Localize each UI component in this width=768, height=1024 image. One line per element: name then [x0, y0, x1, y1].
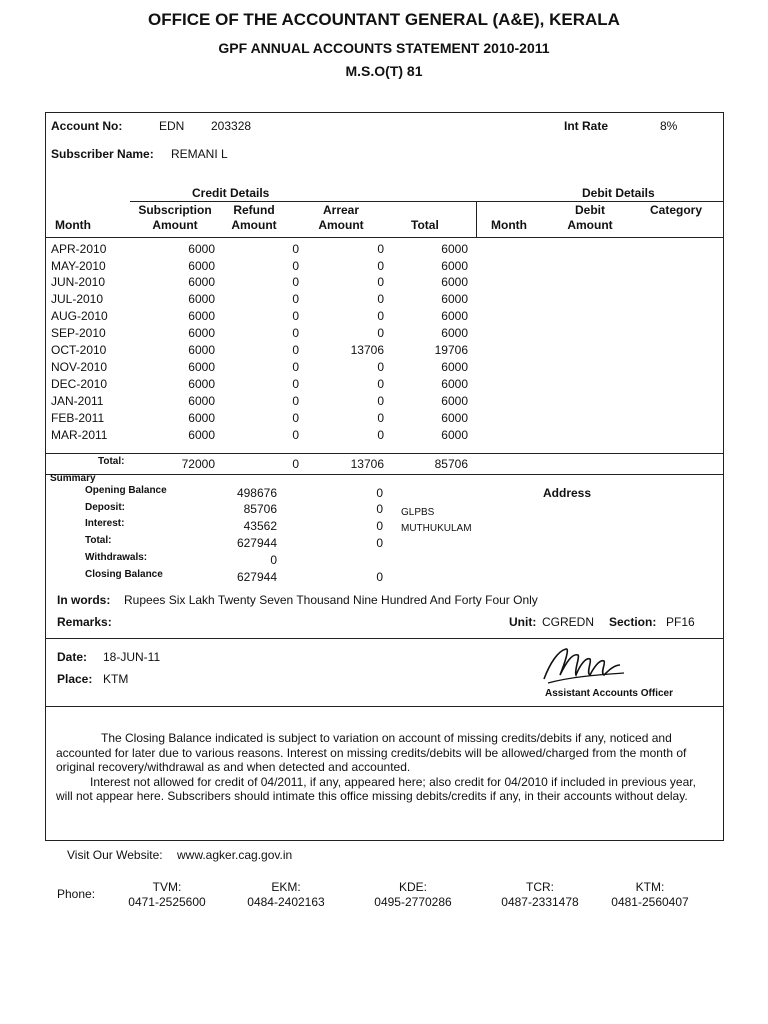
row-refund: 0	[292, 377, 299, 391]
col-subscription	[126, 203, 224, 233]
row-total: 6000	[441, 242, 468, 256]
table-row	[0, 259, 768, 275]
office-name: KDE:	[398, 880, 427, 894]
table-row	[0, 394, 768, 410]
row-arrear: 0	[377, 428, 384, 442]
office-name: KTM:	[635, 880, 665, 894]
row-refund: 0	[292, 309, 299, 323]
col-debit-month: Month	[491, 218, 527, 232]
date-value: 18-JUN-11	[103, 650, 161, 664]
divider-remarks	[45, 638, 724, 639]
row-subscription: 6000	[188, 309, 215, 323]
row-total: 6000	[441, 360, 468, 374]
summary-total-label: Total:	[85, 535, 112, 546]
office-kde	[363, 880, 463, 910]
office-phone: 0481-2560407	[611, 895, 689, 909]
office-name: TVM:	[152, 880, 182, 894]
total-arrear: 13706	[350, 457, 384, 471]
row-refund: 0	[292, 428, 299, 442]
row-month: AUG-2010	[51, 309, 108, 323]
divider-credit-debit	[476, 202, 477, 237]
int-rate-value: 8%	[660, 119, 678, 133]
row-subscription: 6000	[188, 343, 215, 357]
total-subscription: 72000	[181, 457, 215, 471]
row-arrear: 0	[377, 377, 384, 391]
row-month: NOV-2010	[51, 360, 108, 374]
col-month: Month	[55, 218, 91, 232]
row-total: 6000	[441, 309, 468, 323]
disclaimer-notes	[56, 731, 708, 804]
divider-credit-under	[130, 201, 476, 202]
account-prefix: EDN	[159, 119, 185, 133]
opening-balance-label: Opening Balance	[85, 485, 167, 496]
row-month: APR-2010	[51, 242, 107, 256]
office-phone: 0495-2770286	[374, 895, 452, 909]
row-subscription: 6000	[188, 360, 215, 374]
credit-details-title: Credit Details	[192, 186, 270, 200]
row-subscription: 6000	[188, 411, 215, 425]
row-arrear: 0	[377, 259, 384, 273]
col-refund-line1: Refund	[233, 203, 275, 217]
row-subscription: 6000	[188, 428, 215, 442]
deposit-value: 85706	[243, 502, 277, 516]
col-arrear-line2: Amount	[318, 218, 364, 232]
table-row	[0, 309, 768, 325]
subscriber-name: REMANI L	[171, 147, 228, 161]
row-month: OCT-2010	[51, 343, 107, 357]
table-row	[0, 343, 768, 359]
divider-total	[45, 453, 724, 454]
address-line2: MUTHUKULAM	[401, 523, 472, 534]
row-month: MAR-2011	[51, 428, 108, 442]
table-row	[0, 242, 768, 258]
col-category: Category	[650, 203, 703, 217]
closing-balance-value: 627944	[236, 570, 277, 584]
table-row	[0, 360, 768, 376]
row-total: 6000	[441, 394, 468, 408]
office-tcr	[490, 880, 590, 910]
row-subscription: 6000	[188, 259, 215, 273]
office-tvm	[117, 880, 217, 910]
note-paragraph-2: Interest not allowed for credit of 04/2011, if any, appeared here; also credit for 04/2010 if included in previous year, will not appear here. Subscribers should intimate this office missing debits/credits if any, in their accounts without delay.	[56, 774, 696, 804]
row-month: DEC-2010	[51, 377, 108, 391]
row-refund: 0	[292, 259, 299, 273]
interest-label: Interest:	[85, 518, 125, 529]
row-month: MAY-2010	[51, 259, 106, 273]
row-refund: 0	[292, 360, 299, 374]
interest-value: 43562	[243, 519, 277, 533]
phone-label: Phone:	[57, 887, 96, 901]
row-arrear: 0	[377, 309, 384, 323]
col-subscription-line1: Subscription	[138, 203, 212, 217]
opening-balance-value: 498676	[236, 486, 277, 500]
col-total: Total	[411, 218, 439, 232]
office-ekm	[236, 880, 336, 910]
row-total: 6000	[441, 275, 468, 289]
statement-title: GPF ANNUAL ACCOUNTS STATEMENT 2010-2011	[218, 40, 550, 56]
summary-title: Summary	[50, 473, 96, 484]
office-phone: 0484-2402163	[247, 895, 325, 909]
table-row	[0, 326, 768, 342]
note-paragraph-1: The Closing Balance indicated is subject to variation on account of missing credits/debits if any, noticed and accounted for later due to various reasons. Interest on missing credits/debits will be allowed/charged from the month of original recovery/withdrawal as and when detected and accounted.	[56, 731, 687, 775]
col-arrear	[310, 203, 372, 233]
col-debit-amount	[560, 203, 620, 233]
table-row	[0, 411, 768, 427]
row-arrear: 0	[377, 292, 384, 306]
row-refund: 0	[292, 343, 299, 357]
row-refund: 0	[292, 275, 299, 289]
row-total: 6000	[441, 377, 468, 391]
row-total: 6000	[441, 292, 468, 306]
row-total: 6000	[441, 259, 468, 273]
row-arrear: 0	[377, 394, 384, 408]
row-month: FEB-2011	[51, 411, 105, 425]
closing-balance-value2: 0	[376, 570, 383, 584]
office-title: OFFICE OF THE ACCOUNTANT GENERAL (A&E), KERALA	[148, 10, 620, 29]
office-ktm	[600, 880, 700, 910]
row-subscription: 6000	[188, 275, 215, 289]
mso-code: M.S.O(T) 81	[345, 63, 423, 79]
debit-details-title: Debit Details	[582, 186, 655, 200]
website-label: Visit Our Website:	[67, 848, 163, 862]
row-total: 6000	[441, 411, 468, 425]
subscriber-label: Subscriber Name:	[51, 147, 154, 161]
row-month: JUL-2010	[51, 292, 104, 306]
table-row	[0, 275, 768, 291]
deposit-label: Deposit:	[85, 502, 125, 513]
assistant-accounts-officer: Assistant Accounts Officer	[545, 688, 673, 699]
account-no-label: Account No:	[51, 119, 123, 133]
divider-summary	[45, 474, 724, 475]
col-debit-line2: Amount	[567, 218, 613, 232]
account-number: 203328	[211, 119, 252, 133]
row-total: 19706	[434, 343, 468, 357]
row-month: SEP-2010	[51, 326, 106, 340]
row-arrear: 0	[377, 326, 384, 340]
place-value: KTM	[103, 672, 129, 686]
row-refund: 0	[292, 242, 299, 256]
col-subscription-line2: Amount	[152, 218, 198, 232]
date-label: Date:	[57, 650, 88, 664]
closing-balance-label: Closing Balance	[85, 569, 163, 580]
unit-value: CGREDN	[542, 615, 595, 629]
row-month: JUN-2010	[51, 275, 106, 289]
divider-header	[45, 237, 724, 238]
row-refund: 0	[292, 292, 299, 306]
col-refund-line2: Amount	[231, 218, 277, 232]
row-subscription: 6000	[188, 394, 215, 408]
row-month: JAN-2011	[51, 394, 104, 408]
summary-total-value2: 0	[376, 536, 383, 550]
withdrawals-label: Withdrawals:	[85, 552, 148, 563]
row-total: 6000	[441, 428, 468, 442]
int-rate-label: Int Rate	[564, 119, 609, 133]
summary-total-value: 627944	[236, 536, 277, 550]
divider-sign	[45, 706, 724, 707]
row-arrear: 0	[377, 360, 384, 374]
unit-label: Unit:	[509, 615, 537, 629]
total-label: Total:	[98, 456, 125, 467]
total-refund: 0	[292, 457, 299, 471]
divider-debit-under	[476, 201, 724, 202]
section-label: Section:	[609, 615, 657, 629]
col-refund	[225, 203, 283, 233]
office-name: EKM:	[271, 880, 301, 894]
row-subscription: 6000	[188, 242, 215, 256]
row-refund: 0	[292, 411, 299, 425]
address-line1: GLPBS	[401, 507, 435, 518]
table-row	[0, 428, 768, 444]
row-arrear: 13706	[350, 343, 384, 357]
deposit-value2: 0	[376, 502, 383, 516]
divider-summary-left	[45, 474, 46, 480]
place-label: Place:	[57, 672, 93, 686]
office-phone: 0487-2331478	[501, 895, 579, 909]
office-phone: 0471-2525600	[128, 895, 206, 909]
section-value: PF16	[666, 615, 695, 629]
website-link[interactable]: www.agker.cag.gov.in	[177, 848, 293, 862]
opening-balance-value2: 0	[376, 486, 383, 500]
row-subscription: 6000	[188, 326, 215, 340]
row-arrear: 0	[377, 275, 384, 289]
row-refund: 0	[292, 394, 299, 408]
table-row	[0, 292, 768, 308]
col-arrear-line1: Arrear	[322, 203, 360, 217]
col-debit-line1: Debit	[575, 203, 605, 217]
in-words-value: Rupees Six Lakh Twenty Seven Thousand Nine Hundred And Forty Four Only	[124, 593, 538, 607]
row-arrear: 0	[377, 242, 384, 256]
row-total: 6000	[441, 326, 468, 340]
withdrawals-value: 0	[270, 553, 277, 567]
remarks-label: Remarks:	[57, 615, 112, 629]
signature	[540, 645, 630, 687]
table-row	[0, 377, 768, 393]
row-subscription: 6000	[188, 377, 215, 391]
address-label: Address	[543, 486, 592, 500]
row-refund: 0	[292, 326, 299, 340]
row-subscription: 6000	[188, 292, 215, 306]
office-name: TCR:	[526, 880, 554, 894]
in-words-label: In words:	[57, 593, 111, 607]
total-total: 85706	[434, 457, 468, 471]
interest-value2: 0	[376, 519, 383, 533]
row-arrear: 0	[377, 411, 384, 425]
